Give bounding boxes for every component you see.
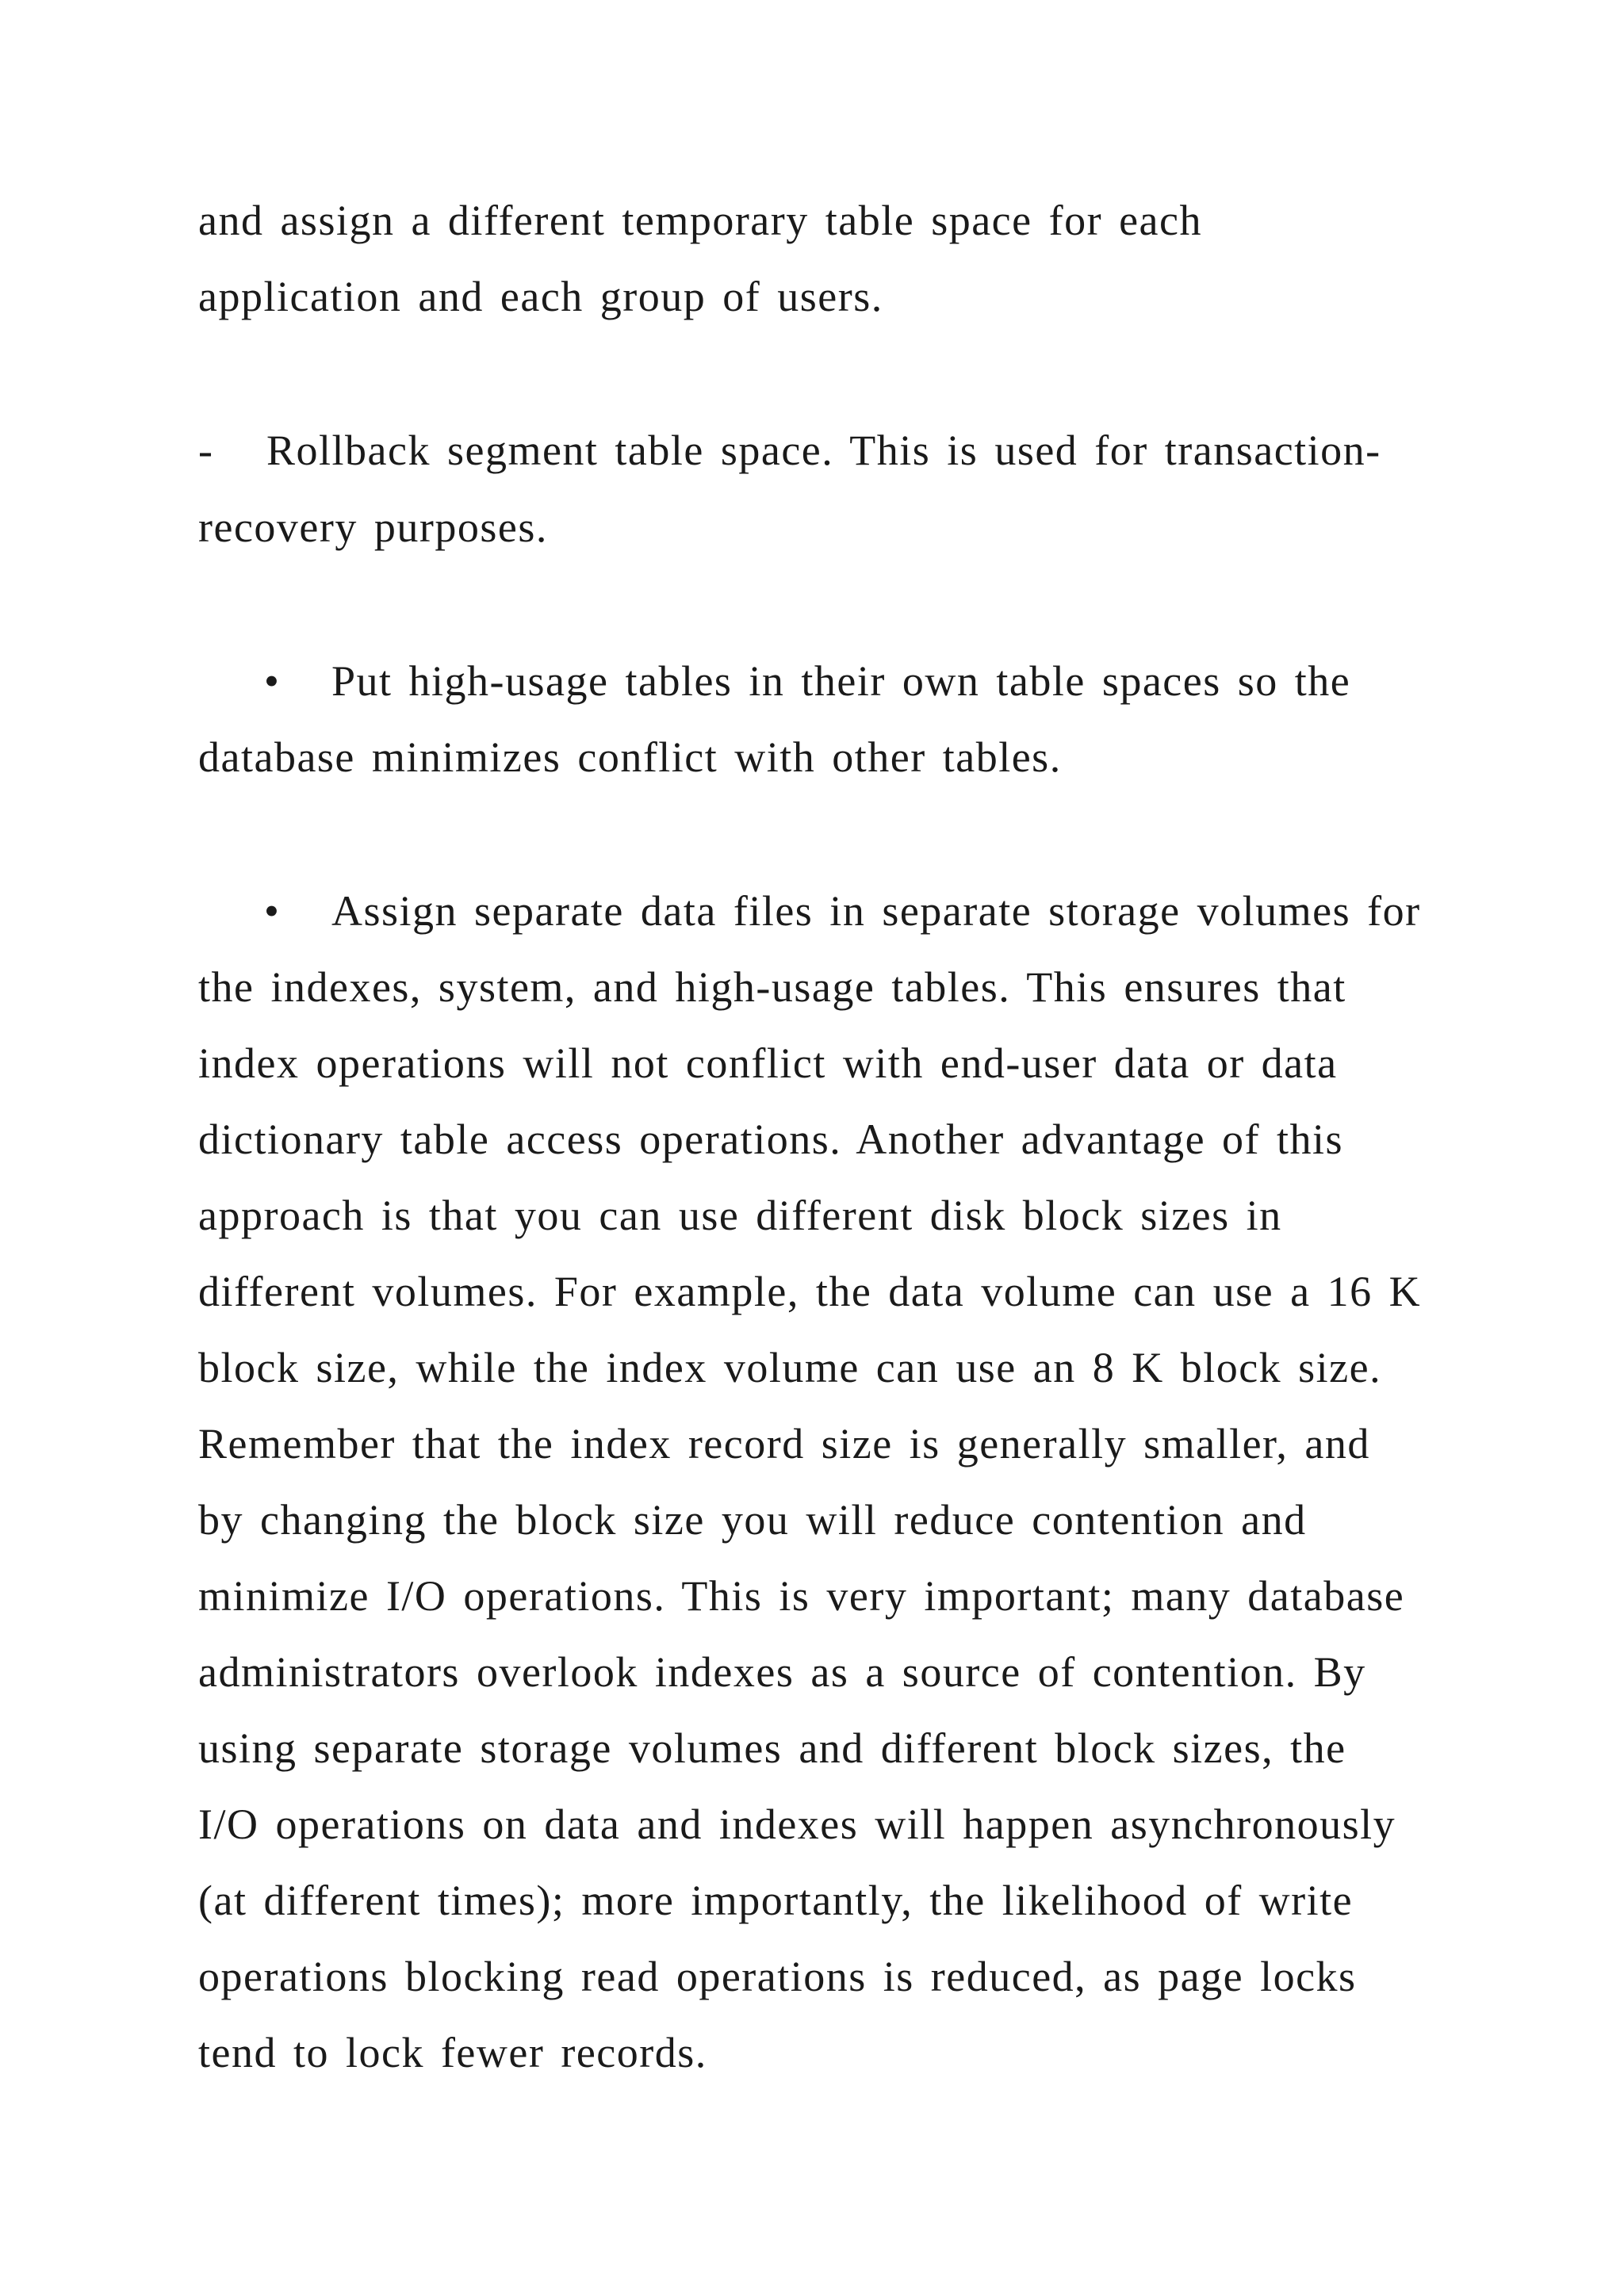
text-line: using separate storage volumes and different block sizes, the	[198, 1724, 1346, 1772]
text-line: dictionary table access operations. Another advantage of this	[198, 1115, 1344, 1163]
text-line: the indexes, system, and high-usage tables. This ensures that	[198, 963, 1346, 1011]
text-line: database minimizes conflict with other tables.	[198, 733, 1062, 781]
text-line: Put high-usage tables in their own table spaces so the	[331, 657, 1351, 705]
text-line: approach is that you can use different disk block sizes in	[198, 1192, 1282, 1239]
text-line: and assign a different temporary table space for each	[198, 197, 1202, 244]
text-line: index operations will not conflict with end-user data or data	[198, 1039, 1338, 1087]
text-line: administrators overlook indexes as a source of contention. By	[198, 1648, 1366, 1696]
text-line: different volumes. For example, the data volume can use a 16 K	[198, 1268, 1422, 1315]
text-line: application and each group of users.	[198, 273, 883, 320]
text-line: I/O operations on data and indexes will happen asynchronously	[198, 1800, 1396, 1848]
text-line: Rollback segment table space. This is used for transaction-	[266, 427, 1381, 474]
text-line: Remember that the index record size is generally smaller, and	[198, 1420, 1370, 1468]
bullet-marker: •	[264, 887, 279, 935]
text-line: block size, while the index volume can use an 8 K block size.	[198, 1344, 1382, 1391]
text-line: (at different times); more importantly, the likelihood of write	[198, 1877, 1354, 1924]
bullet-marker: •	[264, 657, 279, 705]
text-line: recovery purposes.	[198, 503, 548, 551]
dash-marker: -	[198, 427, 213, 474]
text-line: minimize I/O operations. This is very important; many database	[198, 1572, 1405, 1620]
text-line: operations blocking read operations is reduced, as page locks	[198, 1953, 1357, 2000]
text-line: tend to lock fewer records.	[198, 2029, 707, 2076]
text-line: by changing the block size you will reduce contention and	[198, 1496, 1307, 1544]
text-line: Assign separate data files in separate storage volumes for	[331, 887, 1421, 935]
